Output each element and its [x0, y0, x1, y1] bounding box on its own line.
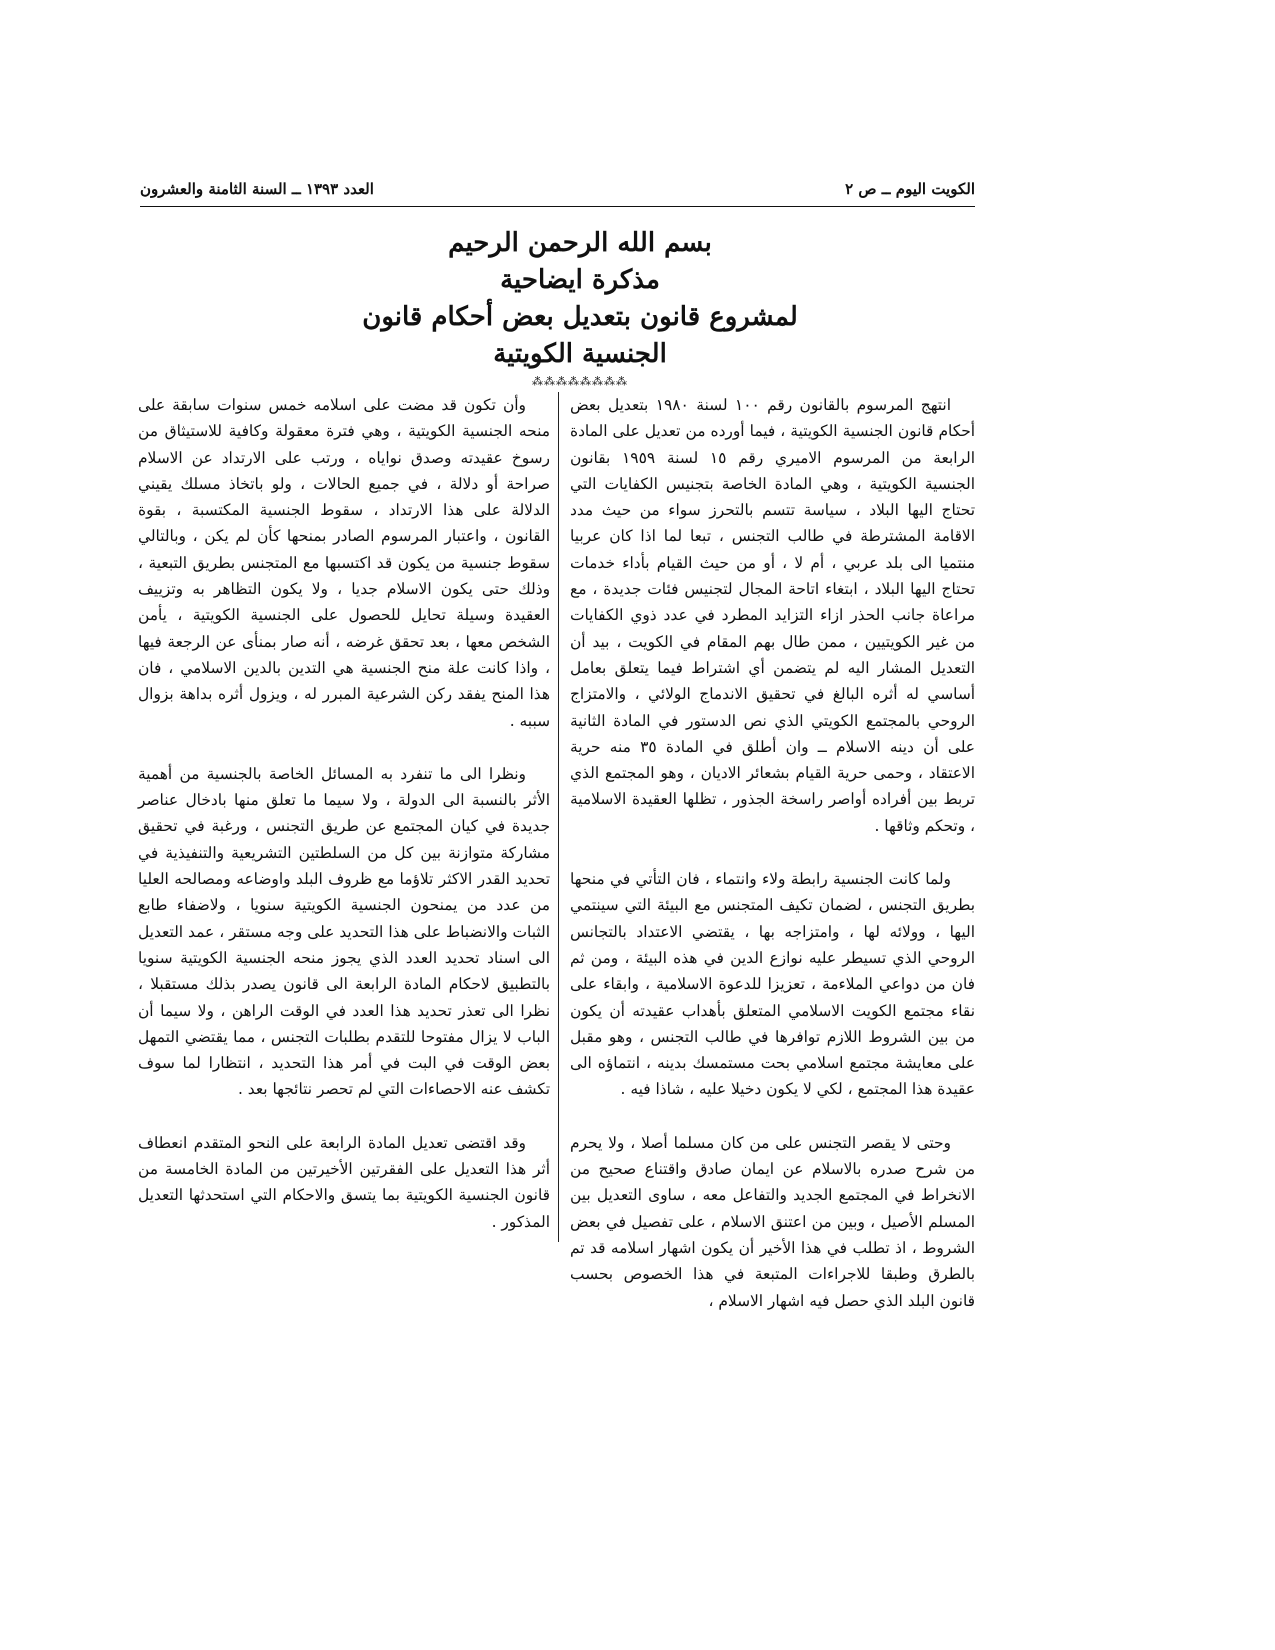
header-issue: العدد ١٣٩٣ ــ السنة الثامنة والعشرون: [140, 180, 374, 198]
title-block: [300, 225, 860, 389]
title-ornament: ⁂⁂⁂⁂⁂⁂⁂⁂: [532, 375, 628, 388]
right-column: [570, 392, 975, 1341]
running-header: [140, 180, 975, 207]
memo-subject: الجنسية الكويتية: [493, 339, 667, 369]
memo-subtitle: لمشروع قانون بتعديل بعض أحكام قانون: [362, 302, 798, 332]
memo-title: مذكرة ايضاحية: [500, 265, 660, 295]
header-publication: الكويت اليوم ــ ص ٢: [845, 180, 975, 198]
left-column: [138, 392, 550, 1262]
paragraph: ولما كانت الجنسية رابطة ولاء وانتماء ، فان التأتي في منحها بطريق التجنس ، لضمان تكيف المتجنس مع البيئة التي سينتمي اليها ، وولائه لها ، وامتزاجه بها ، يقتضي الاعتداد بالتجانس الروحي الذي تسيطر عليه نوازع الدين في هذه البيئة ، ومن ثم فان من دواعي الملاءمة ، تعزيزا للدعوة الاسلامية ، وابقاء على نقاء مجتمع الكويت الاسلامي المتعلق بأهداب عقيدته أن يكون من بين الشروط اللازم توافرها في طالب التجنس ، وهو مقبل على معايشة مجتمع اسلامي بحت مستمسك بدينه ، انتماؤه الى عقيدة هذا المجتمع ، لكي لا يكون دخيلا عليه ، شاذا فيه .: [570, 870, 975, 1099]
paragraph: وأن تكون قد مضت على اسلامه خمس سنوات سابقة على منحه الجنسية الكويتية ، وهي فترة معقولة وكافية للاستيثاق من رسوخ عقيدته وصدق نواياه ، ورتب على الارتداد عن الاسلام صراحة أو دلالة ، في جميع الحالات ، ولو باتخاذ مسلك يقيني الدلالة على هذا الارتداد ، سقوط الجنسية المكتسبة ، بقوة القانون ، واعتبار المرسوم الصادر بمنحها كأن لم يكن ، وبالتالي سقوط جنسية من يكون قد اكتسبها مع المتجنس بطريق التبعية ، وذلك حتى يكون الاسلام جديا ، ولا يكون التظاهر به وتزييف العقيدة وسيلة تحايل للحصول على الجنسية الكويتية ، يأمن الشخص معها ، بعد تحقق غرضه ، أنه صار بمنأى عن الرجعة فيها ، واذا كانت علة منح الجنسية هي التدين بالدين الاسلامي ، فان هذا المنح يفقد ركن الشرعية المبرر له ، ويزول أثره بداهة بزوال سببه .: [138, 396, 550, 730]
paragraph: انتهج المرسوم بالقانون رقم ١٠٠ لسنة ١٩٨٠ بتعديل بعض أحكام قانون الجنسية الكويتية ، فيما أورده من تعديل على المادة الرابعة من المرسوم الاميري رقم ١٥ لسنة ١٩٥٩ بقانون الجنسية الكويتية ، وهي المادة الخاصة بتجنيس الكفايات التي تحتاج اليها البلاد ، سياسة تتسم بالتحرز سواء من حيث مدد الاقامة المشترطة في طالب التجنس ، تبعا لما اذا كان عربيا منتميا الى بلد عربي ، أم لا ، أو من حيث القيام بأداء خدمات تحتاج اليها البلاد ، ابتغاء اتاحة المجال لتجنيس فئات جديدة ، مع مراعاة جانب الحذر ازاء التزايد المطرد في عدد ذوي الكفايات من غير الكويتيين ، ممن طال بهم المقام في الكويت ، بيد أن التعديل المشار اليه لم يتضمن أي اشتراط فيما يتعلق بعامل أساسي له أثره البالغ في تحقيق الاندماج الولائي ، والامتزاج الروحي بالمجتمع الكويتي الذي نص الدستور في المادة الثانية على أن دينه الاسلام ــ وان أطلق في المادة ٣٥ منه حرية الاعتقاد ، وحمى حرية القيام بشعائر الاديان ، وهو المجتمع الذي تربط بين أفراده أواصر راسخة الجذور ، تظلها العقيدة الاسلامية ، وتحكم وثاقها .: [570, 396, 975, 835]
paragraph: ونظرا الى ما تنفرد به المسائل الخاصة بالجنسية من أهمية الأثر بالنسبة الى الدولة ، ولا سيما ما تعلق منها بادخال عناصر جديدة في كيان المجتمع عن طريق التجنس ، ورغبة في تحقيق مشاركة متوازنة بين كل من السلطتين التشريعية والتنفيذية في تحديد القدر الاكثر تلاؤما مع ظروف البلد واوضاعه ومصالحه العليا من عدد من يمنحون الجنسية الكويتية سنويا ، ولاضفاء طابع الثبات والانضباط على هذا التحديد على وجه مستقر ، عمد التعديل الى اسناد تحديد العدد الذي يجوز منحه الجنسية الكويتية سنويا بالتطبيق لاحكام المادة الرابعة الى قانون يصدر بذلك مستقبلا ، نظرا الى تعذر تحديد هذا العدد في الوقت الراهن ، ولا سيما أن الباب لا يزال مفتوحا للتقدم بطلبات التجنس ، مما يقتضي التمهل بعض الوقت في البت في أمر هذا التحديد ، انتظارا لما سوف تكشف عنه الاحصاءات التي لم تحصر نتائجها بعد .: [138, 764, 550, 1099]
column-divider: [558, 392, 559, 1242]
paragraph: وحتى لا يقصر التجنس على من كان مسلما أصلا ، ولا يحرم من شرح صدره بالاسلام عن ايمان صادق واقتناع صحيح من الانخراط في المجتمع الجديد والتفاعل معه ، ساوى التعديل بين المسلم الأصيل ، وبين من اعتنق الاسلام ، على تفصيل في بعض الشروط ، اذ تطلب في هذا الأخير أن يكون اشهار اسلامه قد تم بالطرق وطبقا للاجراءات المتبعة في هذا الخصوص بحسب قانون البلد الذي حصل فيه اشهار الاسلام ،: [570, 1133, 975, 1310]
basmala: بسم الله الرحمن الرحيم: [448, 228, 712, 258]
paragraph: وقد اقتضى تعديل المادة الرابعة على النحو المتقدم انعطاف أثر هذا التعديل على الفقرتين الأخيرتين من المادة الخامسة من قانون الجنسية الكويتية بما يتسق والاحكام التي استحدثها التعديل المذكور .: [138, 1133, 550, 1231]
